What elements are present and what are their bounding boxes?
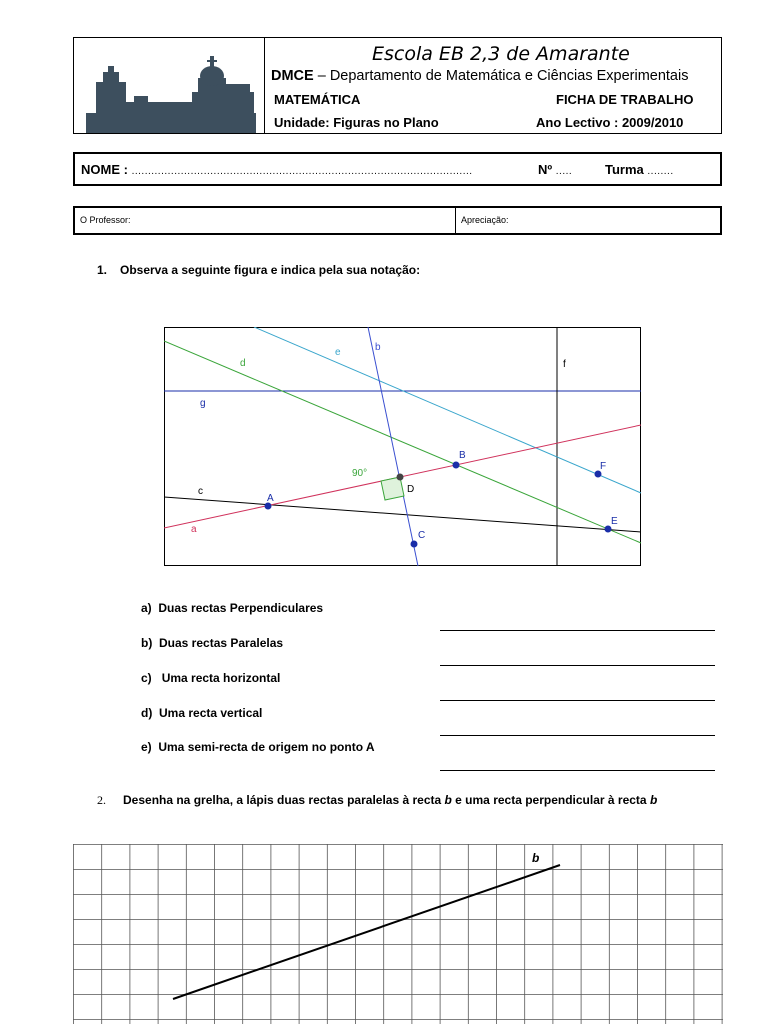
department-abbr: DMCE: [271, 68, 314, 84]
item-e-text: Uma semi-recta de origem no ponto A: [158, 740, 375, 754]
answer-line[interactable]: [440, 770, 715, 771]
figure-frame: [165, 328, 641, 566]
label-line-d: d: [240, 358, 246, 369]
grid-line-b: [173, 865, 560, 999]
item-c-letter: c): [141, 671, 152, 685]
label-line-a: a: [191, 524, 197, 535]
answer-line[interactable]: [440, 630, 715, 631]
number-label: Nº: [538, 162, 553, 177]
evaluation-divider: [455, 208, 456, 233]
question2-line-ref1: b: [444, 793, 452, 807]
label-line-f: f: [563, 359, 566, 370]
grade-label: Apreciação:: [461, 215, 509, 225]
line-e: [254, 327, 641, 493]
item-a: [141, 601, 323, 615]
label-line-b: b: [375, 342, 381, 353]
class-field[interactable]: [605, 162, 674, 177]
label-line-c: c: [198, 486, 203, 497]
subject: MATEMÁTICA: [274, 92, 361, 107]
label-point-f: F: [600, 461, 607, 472]
item-b-letter: b): [141, 636, 153, 650]
item-c-text: Uma recta horizontal: [161, 671, 281, 685]
question2-text-part1: Desenha na grelha, a lápis duas rectas paralelas à recta: [123, 793, 445, 807]
school-year: Ano Lectivo : 2009/2010: [536, 115, 684, 130]
label-point-b: B: [459, 450, 466, 461]
item-e-letter: e): [141, 740, 152, 754]
question2-text-part2: e uma recta perpendicular à recta: [451, 793, 650, 807]
item-d-letter: d): [141, 706, 153, 720]
header-box: [73, 37, 722, 134]
answer-line[interactable]: [440, 665, 715, 666]
class-label: Turma: [605, 162, 644, 177]
point-d: [397, 474, 404, 481]
item-c: [141, 671, 280, 685]
teacher-label: O Professor:: [80, 215, 131, 225]
church-silhouette-icon: [74, 38, 264, 133]
name-label: NOME :: [81, 162, 128, 177]
question1-text: Observa a seguinte figura e indica pela sua notação:: [120, 263, 421, 277]
label-point-d: D: [407, 484, 415, 495]
question2-text: [123, 793, 657, 807]
school-logo: [74, 38, 265, 133]
name-field[interactable]: [81, 162, 473, 177]
geometry-figure: [164, 327, 642, 567]
point-c: [411, 541, 418, 548]
sheet-type: FICHA DE TRABALHO: [556, 92, 694, 107]
label-line-g: g: [200, 398, 206, 409]
evaluation-box: [73, 206, 722, 235]
answer-line[interactable]: [440, 735, 715, 736]
label-point-c: C: [418, 530, 426, 541]
drawing-grid[interactable]: [73, 844, 724, 1024]
item-e: [141, 740, 375, 754]
item-d-text: Uma recta vertical: [159, 706, 263, 720]
class-dots: ........: [647, 166, 674, 177]
item-a-text: Duas rectas Perpendiculares: [158, 601, 324, 615]
unit: Unidade: Figuras no Plano: [274, 115, 439, 130]
student-info-box: [73, 152, 722, 186]
grid-line-b-label: b: [532, 851, 540, 865]
line-b: [368, 327, 418, 566]
number-dots: .....: [555, 166, 573, 177]
question2-number: 2.: [97, 793, 106, 807]
item-d: [141, 706, 262, 720]
question1-number: 1.: [97, 263, 108, 277]
item-b: [141, 636, 283, 650]
label-point-e: E: [611, 516, 618, 527]
label-line-e: e: [335, 347, 341, 358]
angle-label: 90°: [352, 468, 368, 479]
label-point-a: A: [267, 493, 274, 504]
name-dots: ........................................................................................................: [131, 166, 473, 177]
answer-line[interactable]: [440, 700, 715, 701]
department: [271, 68, 688, 84]
item-b-text: Duas rectas Paralelas: [159, 636, 284, 650]
school-name: Escola EB 2,3 de Amarante: [372, 43, 630, 65]
item-a-letter: a): [141, 601, 152, 615]
point-b: [453, 462, 460, 469]
number-field[interactable]: [538, 162, 572, 177]
line-c: [164, 497, 641, 532]
question2-line-ref2: b: [649, 793, 658, 807]
department-name: – Departamento de Matemática e Ciências Experimentais: [317, 68, 689, 84]
